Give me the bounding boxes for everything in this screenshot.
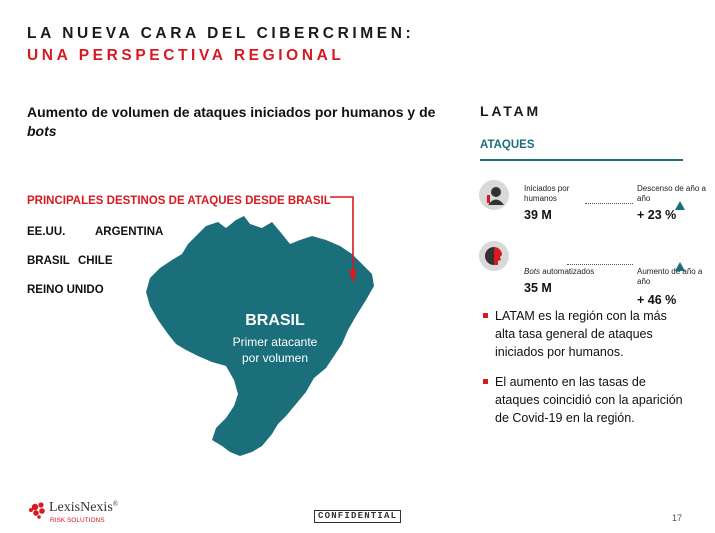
stat1-change-value: + 23 % (637, 208, 677, 222)
map-label-sub-line2: por volumen (241, 351, 309, 365)
stat2-value: 35 M (524, 281, 552, 295)
bullet-list (483, 307, 683, 439)
human-hacker-icon (479, 180, 509, 210)
bot-head-icon (479, 241, 509, 271)
map-label-sub-line1: Primer atacante (232, 335, 318, 349)
stat2-label-rest: automatizados (540, 267, 595, 276)
stat2-leader (567, 264, 633, 265)
slide-title-line2: UNA PERSPECTIVA REGIONAL (27, 47, 345, 64)
stat1-change-label: Descenso de año a año (637, 184, 706, 203)
page-number: 17 (672, 513, 683, 523)
bullet-square-icon (483, 379, 488, 384)
logo-mark-icon (27, 499, 49, 521)
country-usa: EE.UU. (27, 226, 66, 238)
logo-subtitle: RISK SOLUTIONS (50, 517, 105, 524)
region-heading: LATAM (480, 103, 541, 119)
map-label-title: BRASIL (245, 312, 305, 329)
section-divider (480, 159, 683, 161)
stat1-value: 39 M (524, 208, 552, 222)
map-label-subtitle (210, 334, 340, 366)
slide-title-line1: LA NUEVA CARA DEL CIBERCRIMEN: (27, 25, 415, 42)
logo-registered: ® (112, 500, 119, 508)
up-triangle-icon (675, 262, 685, 271)
bullet-square-icon (483, 313, 488, 318)
country-argentina: ARGENTINA (95, 226, 164, 238)
up-triangle-icon (675, 201, 685, 210)
stat1-label: Iniciados por humanos (524, 184, 570, 203)
destinations-title: PRINCIPALES DESTINOS DE ATAQUES DESDE BRASIL (27, 195, 331, 207)
country-chile: CHILE (78, 255, 113, 267)
bullet-text: El aumento en las tasas de ataques coincidió con la aparición de Covid-19 en la región. (495, 375, 683, 425)
country-uk: REINO UNIDO (27, 284, 104, 296)
section-heading: ATAQUES (480, 139, 535, 151)
stat2-change-value: + 46 % (637, 293, 677, 307)
logo-name: LexisNexis (49, 500, 113, 515)
subtitle-text: Aumento de volumen de ataques iniciados por humanos y de (27, 104, 436, 120)
country-brasil: BRASIL (27, 255, 70, 267)
bullet-item (483, 307, 683, 361)
bullet-item (483, 373, 683, 427)
bullet-text: LATAM es la región con la más alta tasa general de ataques iniciados por humanos. (495, 309, 667, 359)
stat1-leader (585, 203, 633, 204)
subtitle-italic: bots (27, 123, 57, 139)
stat2-label-italic: Bots (524, 267, 541, 276)
stat2-label (524, 267, 604, 277)
confidential-label: CONFIDENTIAL (314, 510, 401, 523)
stat2-change-label: Aumento de año a año (637, 267, 703, 286)
